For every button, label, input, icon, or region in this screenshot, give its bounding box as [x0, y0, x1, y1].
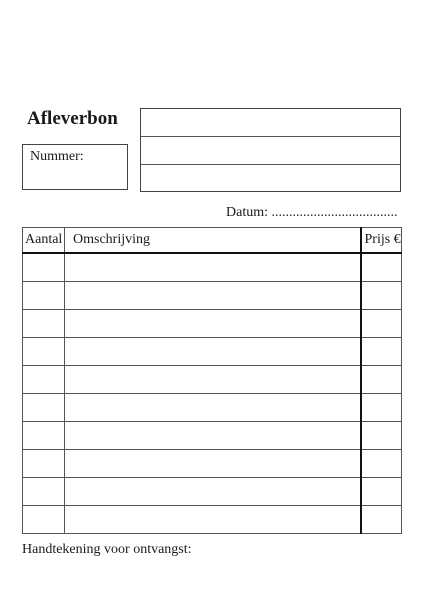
quantity-cell[interactable]	[23, 366, 65, 394]
table-row	[23, 338, 402, 366]
header-price: Prijs €	[361, 228, 402, 254]
description-cell[interactable]	[65, 253, 361, 282]
table-row	[23, 422, 402, 450]
address-line	[141, 164, 400, 165]
description-cell[interactable]	[65, 394, 361, 422]
signature-label: Handtekening voor ontvangst:	[22, 542, 192, 557]
table-header-row	[23, 228, 402, 254]
items-table	[22, 227, 402, 534]
address-line	[141, 136, 400, 137]
description-cell[interactable]	[65, 282, 361, 310]
quantity-cell[interactable]	[23, 282, 65, 310]
price-cell[interactable]	[361, 478, 402, 506]
table-row	[23, 450, 402, 478]
quantity-cell[interactable]	[23, 253, 65, 282]
description-cell[interactable]	[65, 338, 361, 366]
price-cell[interactable]	[361, 422, 402, 450]
price-cell[interactable]	[361, 310, 402, 338]
price-cell[interactable]	[361, 450, 402, 478]
quantity-cell[interactable]	[23, 450, 65, 478]
table-row	[23, 366, 402, 394]
quantity-cell[interactable]	[23, 310, 65, 338]
price-cell[interactable]	[361, 253, 402, 282]
table-row	[23, 282, 402, 310]
description-cell[interactable]	[65, 422, 361, 450]
quantity-cell[interactable]	[23, 394, 65, 422]
description-cell[interactable]	[65, 506, 361, 534]
price-cell[interactable]	[361, 394, 402, 422]
table-row	[23, 310, 402, 338]
price-cell[interactable]	[361, 366, 402, 394]
header-description: Omschrijving	[65, 228, 361, 254]
quantity-cell[interactable]	[23, 422, 65, 450]
date-field[interactable]: Datum: ....................................	[226, 205, 398, 220]
document-title: Afleverbon	[27, 108, 118, 129]
description-cell[interactable]	[65, 366, 361, 394]
price-cell[interactable]	[361, 338, 402, 366]
description-cell[interactable]	[65, 450, 361, 478]
number-field[interactable]	[22, 144, 128, 190]
address-box[interactable]	[140, 108, 401, 192]
description-cell[interactable]	[65, 310, 361, 338]
header-quantity: Aantal	[23, 228, 65, 254]
table-row	[23, 478, 402, 506]
table-row	[23, 253, 402, 282]
table-row	[23, 506, 402, 534]
description-cell[interactable]	[65, 478, 361, 506]
quantity-cell[interactable]	[23, 478, 65, 506]
price-cell[interactable]	[361, 506, 402, 534]
table-row	[23, 394, 402, 422]
quantity-cell[interactable]	[23, 506, 65, 534]
price-cell[interactable]	[361, 282, 402, 310]
quantity-cell[interactable]	[23, 338, 65, 366]
number-label: Nummer:	[30, 149, 84, 164]
table-body	[23, 253, 402, 534]
